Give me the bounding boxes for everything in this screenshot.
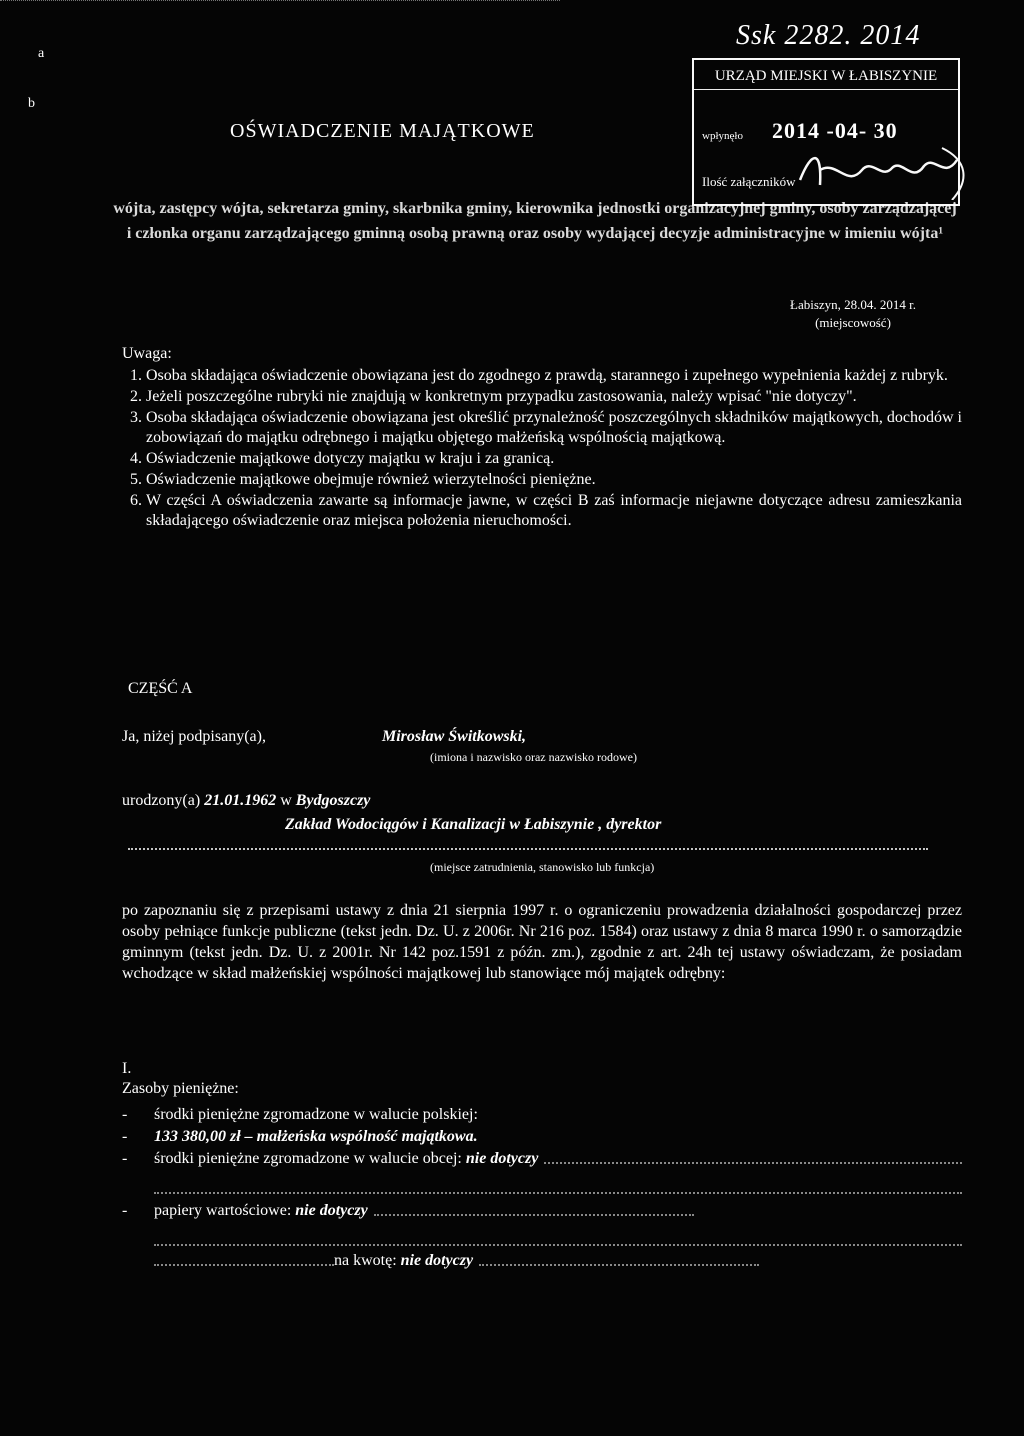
statement-paragraph: po zapoznaniu się z przepisami ustawy z dnia 21 sierpnia 1997 r. o ograniczeniu prowadzenia działalności gospodarczej przez osoby pełniące funkcje publiczne (tekst jedn. Dz. U. z 2006r. Nr 216 poz. 1584) oraz ustawy z dnia 8 marca 1990 r. o samorządzie gminnym (tekst jedn. Dz. U. z 2001r. Nr 142 poz.1591 z późn. zm.), zgodnie z art. 24h tej ustawy oświadczam, że posiadam wchodzące w skład małżeńskiej wspólności majątkowej lub stanowiące mój majątek odrębny:: [122, 902, 962, 982]
document-title: OŚWIADCZENIE MAJĄTKOWE: [230, 120, 535, 142]
pln-label: środki pieniężne zgromadzone w walucie polskiej:: [154, 1106, 478, 1123]
name-caption: (imiona i nazwisko oraz nazwisko rodowe): [430, 750, 637, 764]
list-item: - środki pieniężne zgromadzone w walucie obcej: nie dotyczy: [122, 1148, 962, 1170]
margin-mark: b: [28, 96, 35, 111]
stamp-received-label: wpłynęło: [702, 130, 743, 142]
born-place: Bydgoszczy: [295, 792, 371, 809]
place-date-value: Łabiszyn, 28.04. 2014 r.: [790, 297, 917, 312]
cash-assets-list: [122, 1104, 962, 1272]
note-item: 4. Oświadczenie majątkowe dotyczy majątku w kraju i za granicą.: [146, 449, 962, 469]
securities-label: papiery wartościowe:: [154, 1202, 292, 1219]
dotted-fill-line: [154, 1170, 962, 1194]
securities-value: nie dotyczy: [295, 1202, 368, 1219]
section-numeral: I.: [122, 1060, 132, 1077]
note-item: 5. Oświadczenie majątkowe obejmuje również wierzytelności pieniężne.: [146, 470, 962, 490]
list-item: - papiery wartościowe: nie dotyczy: [122, 1200, 962, 1222]
pln-value: 133 380,00 zł – małżeńska wspólność majątkowa.: [154, 1128, 478, 1145]
declarant-name: Mirosław Świtkowski,: [382, 728, 527, 745]
notes-section: [122, 344, 962, 532]
birth-line: [122, 792, 370, 810]
signed-label: Ja, niżej podpisany(a),: [122, 728, 266, 745]
part-a-heading: CZĘŚĆ A: [128, 680, 193, 697]
place-date-caption: (miejscowość): [815, 315, 891, 330]
born-label: urodzony(a): [122, 792, 201, 809]
foreign-label: środki pieniężne zgromadzone w walucie obcej:: [154, 1150, 462, 1167]
employment-value: Zakład Wodociągów i Kanalizacji w Łabiszynie , dyrektor: [285, 816, 662, 833]
handwritten-signature: [792, 140, 972, 200]
place-date: [790, 296, 916, 332]
born-date: 21.01.1962: [204, 792, 277, 809]
dotted-fill-line: [154, 1222, 962, 1246]
note-item: 2. Jeżeli poszczególne rubryki nie znajdują w konkretnym przypadku zastosowania, należy wpisać "nie dotyczy".: [146, 387, 962, 407]
note-item: 1. Osoba składająca oświadczenie obowiązana jest do zgodnego z prawdą, starannego i zupełnego wypełnienia każdej z rubryk.: [146, 366, 962, 386]
employment-caption: (miejsce zatrudnienia, stanowisko lub funkcja): [430, 860, 655, 874]
born-in-label: w: [280, 792, 292, 809]
list-item: - 133 380,00 zł – małżeńska wspólność majątkowa.: [122, 1126, 962, 1148]
amount-value: nie dotyczy: [400, 1252, 474, 1269]
foreign-value: nie dotyczy: [465, 1150, 539, 1167]
notes-heading: Uwaga:: [122, 345, 172, 362]
note-item: 6. W części A oświadczenia zawarte są informacje jawne, w części B zaś informacje niejawne dotyczące adresu zamieszkania składającego oświadczenie oraz miejsca położenia nieruchomości.: [146, 491, 962, 531]
dotted-divider: [128, 848, 928, 850]
list-item: - środki pieniężne zgromadzone w walucie polskiej:: [122, 1104, 962, 1126]
section-heading: Zasoby pieniężne:: [122, 1080, 239, 1097]
note-item: 3. Osoba składająca oświadczenie obowiązana jest określić przynależność poszczególnych składników majątkowych, dochodów i zobowiązań do majątku odrębnego i majątku objętego małżeńską wspólnością majątkową.: [146, 408, 962, 448]
list-item: [122, 1250, 962, 1272]
margin-mark: a: [38, 46, 45, 61]
scan-top-edge: [0, 0, 560, 7]
stamp-attachments-label: Ilość załączników: [702, 174, 796, 189]
stamp-date: 2014 -04- 30: [772, 118, 898, 143]
notes-list: [122, 366, 962, 531]
document-subtitle: wójta, zastępcy wójta, sekretarza gminy, skarbnika gminy, kierownika jednostki organizacyjnej gminy, osoby zarządzającej i członka organu zarządzającego gminną osobą prawną oraz osoby wydającej decyzje administracyjne w imieniu wójta¹: [113, 200, 957, 242]
handwritten-reference: Ssk 2282. 2014: [736, 20, 921, 51]
stamp-title: URZĄD MIEJSKI W ŁABISZYNIE: [694, 68, 958, 90]
amount-label: na kwotę:: [334, 1252, 397, 1269]
